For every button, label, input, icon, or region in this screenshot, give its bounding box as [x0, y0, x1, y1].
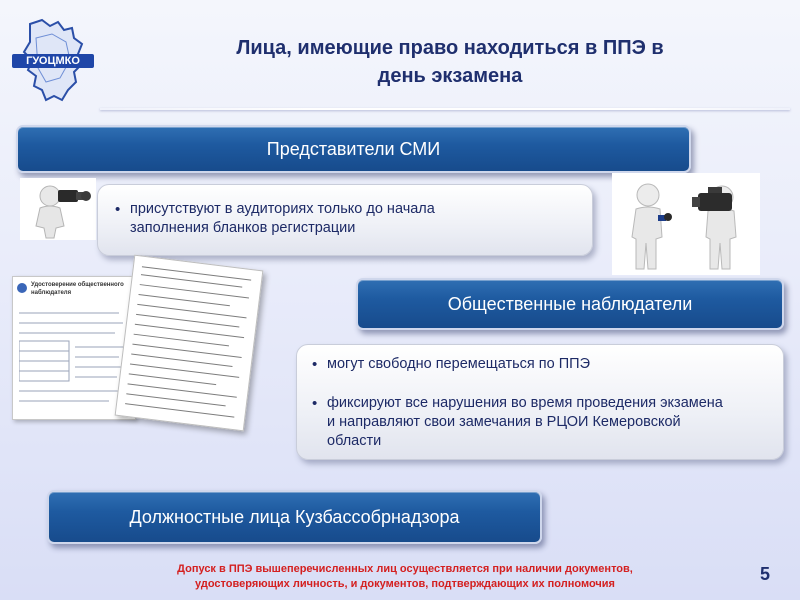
- observers-bullet: • могут свободно перемещаться по ППЭ: [309, 355, 729, 374]
- kuzbassobrnadzor-officials-label: Должностные лица Кузбассобрнадзора: [129, 506, 460, 527]
- kuzbassobrnadzor-officials-bar: [47, 490, 542, 544]
- reporter-cameraman-figures: [612, 173, 760, 275]
- page-title-line1: Лица, имеющие право находиться в ППЭ в: [236, 37, 664, 59]
- admission-note: [120, 562, 690, 592]
- title-divider: [100, 108, 790, 110]
- admission-note-line2: удостоверяющих личность, и документов, подтверждающих их полномочия: [195, 578, 615, 590]
- page-title-line2: день экзамена: [377, 65, 523, 87]
- media-bullet-list: [112, 200, 492, 238]
- public-observers-label: Общественные наблюдатели: [447, 293, 693, 314]
- observers-bullet-list: [309, 355, 729, 451]
- certificate-emblem-icon: [17, 283, 27, 293]
- photographer-figure: [20, 178, 96, 240]
- public-observers-bar: [356, 278, 784, 330]
- observer-documents-image: [12, 262, 262, 432]
- admission-note-line1: Допуск в ППЭ вышеперечисленных лиц осуществляется при наличии документов,: [177, 563, 633, 575]
- registration-forms-stack: [115, 255, 264, 432]
- media-bullet: • присутствуют в аудиториях только до начала заполнения бланков регистрации: [112, 200, 492, 238]
- media-representatives-label: Представители СМИ: [266, 138, 441, 159]
- observers-bullet: • фиксируют все нарушения во время проведения экзамена и направляют свои замечания в РЦОИ Кемеровской области: [309, 394, 729, 451]
- page-title: [150, 34, 750, 90]
- media-info-box: [97, 184, 593, 256]
- page-number: 5: [760, 564, 771, 584]
- observers-info-box: [296, 344, 784, 460]
- media-representatives-bar: [16, 125, 691, 173]
- guocmko-logo: [12, 16, 94, 102]
- certificate-heading: Удостоверение общественного наблюдателя: [31, 282, 124, 296]
- logo-text: ГУОЦМКО: [26, 55, 80, 67]
